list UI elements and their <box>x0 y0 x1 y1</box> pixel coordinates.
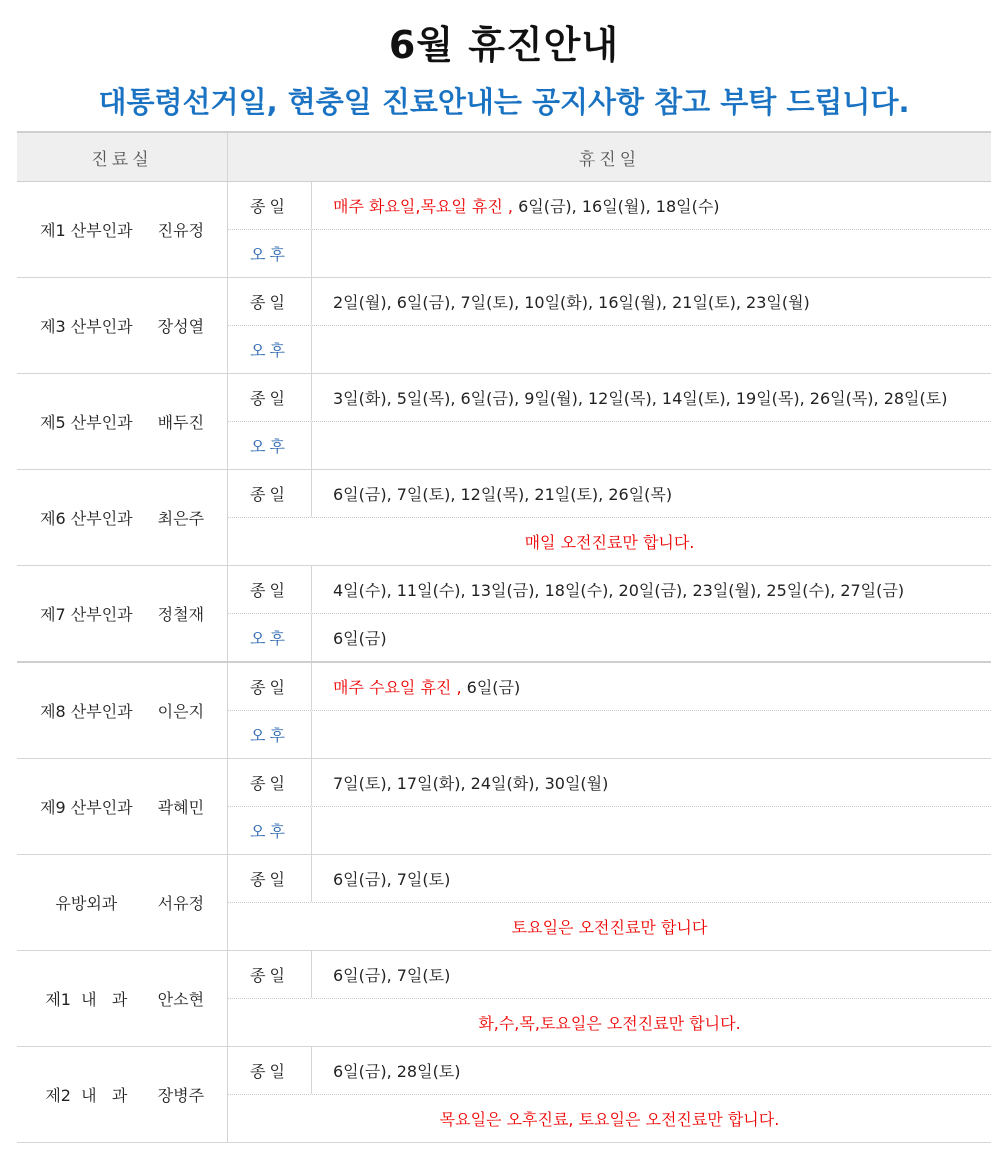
doctor-name: 진유정 <box>157 221 205 240</box>
allday-row <box>228 278 991 326</box>
dept-name: 제3 산부인과 <box>40 317 133 336</box>
allday-row <box>228 951 991 999</box>
schedule-note: 목요일은 오후진료, 토요일은 오전진료만 합니다. <box>439 1110 780 1129</box>
allday-value <box>312 1059 991 1082</box>
closure-cell <box>228 759 991 854</box>
pm-label: 오후 <box>228 807 312 854</box>
closure-dates: 4일(수), 11일(수), 13일(금), 18일(수), 20일(금), 23일(월), 25일(수), 27일(금) <box>333 581 905 600</box>
allday-value <box>312 578 991 601</box>
allday-label: 종일 <box>228 855 312 902</box>
dept-name: 제2 내 과 <box>45 1086 128 1105</box>
table-row <box>17 278 991 374</box>
allday-label: 종일 <box>228 278 312 325</box>
schedule-note: 토요일은 오전진료만 합니다 <box>511 918 708 937</box>
closure-cell <box>228 182 991 277</box>
closure-dates: 6일(금) <box>461 678 521 697</box>
doctor-name: 이은지 <box>157 702 205 721</box>
table-row <box>17 759 991 855</box>
weekly-closure-text: 매주 화요일,목요일 휴진 , <box>333 197 513 216</box>
pm-label: 오후 <box>228 422 312 469</box>
schedule-note: 화,수,목,토요일은 오전진료만 합니다. <box>478 1014 741 1033</box>
allday-label: 종일 <box>228 470 312 517</box>
doctor-name: 장성열 <box>157 317 205 336</box>
pm-label: 오후 <box>228 614 312 661</box>
dept-name: 유방외과 <box>55 894 118 913</box>
closure-dates: 2일(월), 6일(금), 7일(토), 10일(화), 16일(월), 21일(토), 23일(월) <box>333 293 810 312</box>
doctor-name: 최은주 <box>157 509 205 528</box>
doctor-name: 안소현 <box>157 990 205 1009</box>
table-row <box>17 182 991 278</box>
dept-cell <box>17 951 228 1046</box>
doctor-name: 배두진 <box>157 413 205 432</box>
allday-value <box>312 867 991 890</box>
table-row <box>17 951 991 1047</box>
closure-dates: 3일(화), 5일(목), 6일(금), 9일(월), 12일(목), 14일(토), 19일(목), 26일(목), 28일(토) <box>333 389 948 408</box>
allday-value <box>312 771 991 794</box>
allday-row <box>228 182 991 230</box>
closure-dates: 6일(금), 7일(토) <box>333 966 451 985</box>
dept-name: 제1 내 과 <box>45 990 128 1009</box>
table-row <box>17 1047 991 1143</box>
closure-cell <box>228 951 991 1046</box>
table-header <box>17 133 991 182</box>
dept-cell <box>17 759 228 854</box>
note-row <box>228 518 991 565</box>
note-row <box>228 903 991 950</box>
allday-label: 종일 <box>228 374 312 421</box>
doctor-name: 곽혜민 <box>157 798 205 817</box>
allday-row <box>228 663 991 711</box>
closure-cell <box>228 1047 991 1142</box>
pm-row <box>228 230 991 277</box>
dept-cell <box>17 855 228 950</box>
allday-row <box>228 374 991 422</box>
weekly-closure-text: 매주 수요일 휴진 , <box>333 678 462 697</box>
table-row <box>17 855 991 951</box>
pm-row <box>228 711 991 758</box>
dept-name: 제7 산부인과 <box>40 605 133 624</box>
dept-name: 제1 산부인과 <box>40 221 133 240</box>
pm-row <box>228 422 991 469</box>
closure-dates: 7일(토), 17일(화), 24일(화), 30일(월) <box>333 774 609 793</box>
closure-dates: 6일(금), 7일(토) <box>333 870 451 889</box>
dept-name: 제8 산부인과 <box>40 702 133 721</box>
allday-value <box>312 194 991 217</box>
closure-cell <box>228 566 991 661</box>
dept-cell <box>17 470 228 565</box>
allday-row <box>228 855 991 903</box>
dept-name: 제5 산부인과 <box>40 413 133 432</box>
allday-row <box>228 470 991 518</box>
table-row <box>17 566 991 663</box>
header-closed-days: 휴진일 <box>578 149 641 170</box>
closure-table <box>17 131 991 1143</box>
table-row <box>17 663 991 759</box>
pm-label: 오후 <box>228 326 312 373</box>
table-row <box>17 374 991 470</box>
page-title: 6월 휴진안내 <box>388 23 620 67</box>
doctor-name: 장병주 <box>157 1086 205 1105</box>
allday-value <box>312 675 991 698</box>
dept-name: 제6 산부인과 <box>40 509 133 528</box>
dept-cell <box>17 566 228 661</box>
allday-value <box>312 482 991 505</box>
note-row <box>228 1095 991 1142</box>
allday-label: 종일 <box>228 566 312 613</box>
pm-row <box>228 614 991 661</box>
pm-value: 6일(금) <box>333 629 387 648</box>
allday-value <box>312 386 991 409</box>
allday-label: 종일 <box>228 1047 312 1094</box>
allday-label: 종일 <box>228 759 312 806</box>
allday-label: 종일 <box>228 182 312 229</box>
dept-cell <box>17 1047 228 1142</box>
allday-value <box>312 290 991 313</box>
pm-row <box>228 807 991 854</box>
closure-dates: 6일(금), 16일(월), 18일(수) <box>513 197 720 216</box>
allday-value <box>312 963 991 986</box>
closure-dates: 6일(금), 7일(토), 12일(목), 21일(토), 26일(목) <box>333 485 673 504</box>
doctor-name: 정철재 <box>157 605 205 624</box>
closure-cell <box>228 663 991 758</box>
header-dept: 진료실 <box>17 133 228 181</box>
dept-cell <box>17 374 228 469</box>
page-subtitle: 대통령선거일, 현충일 진료안내는 공지사항 참고 부탁 드립니다. <box>98 85 910 119</box>
pm-row <box>228 326 991 373</box>
allday-label: 종일 <box>228 951 312 998</box>
dept-cell <box>17 663 228 758</box>
closure-cell <box>228 278 991 373</box>
pm-label: 오후 <box>228 230 312 277</box>
note-row <box>228 999 991 1046</box>
dept-name: 제9 산부인과 <box>40 798 133 817</box>
allday-label: 종일 <box>228 663 312 710</box>
doctor-name: 서유정 <box>157 894 205 913</box>
closure-cell <box>228 470 991 565</box>
dept-cell <box>17 278 228 373</box>
closure-cell <box>228 855 991 950</box>
pm-label: 오후 <box>228 711 312 758</box>
allday-row <box>228 759 991 807</box>
dept-cell <box>17 182 228 277</box>
allday-row <box>228 566 991 614</box>
closure-cell <box>228 374 991 469</box>
schedule-note: 매일 오전진료만 합니다. <box>524 533 695 552</box>
closure-dates: 6일(금), 28일(토) <box>333 1062 461 1081</box>
table-body <box>17 182 991 1143</box>
allday-row <box>228 1047 991 1095</box>
table-row <box>17 470 991 566</box>
